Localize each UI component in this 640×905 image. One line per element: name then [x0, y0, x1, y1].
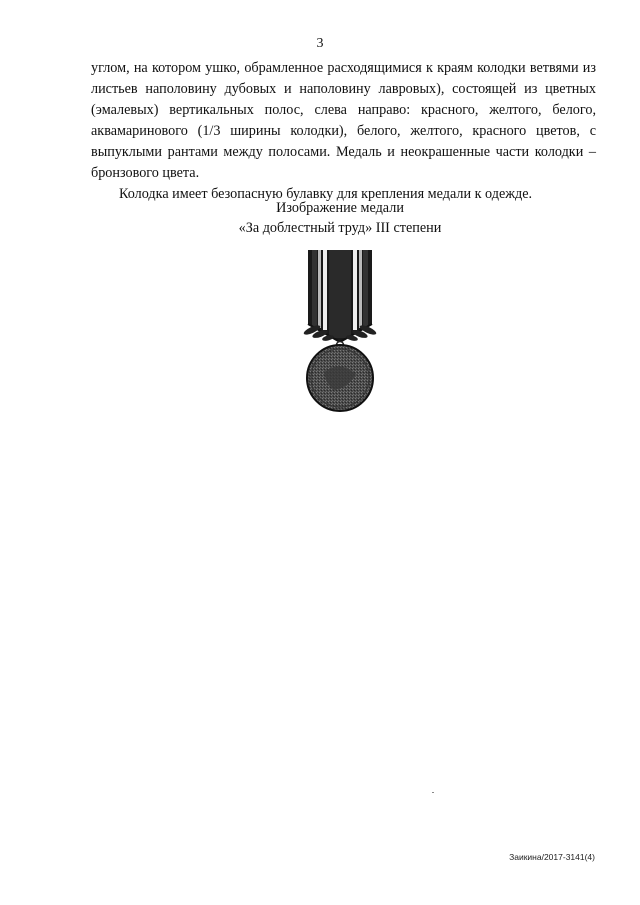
paragraph-pin: Колодка имеет безопасную булавку для крепления медали к одежде. — [119, 186, 533, 202]
paragraph-medal-description: углом, на котором ушко, обрамленное расходящимися к краям колодки ветвями из листьев наполовину дубовых и наполовину лавровых), состоящей из цветных (эмалевых) вертикальных полос, слева направо: красного, желтого, белого, аквамаринового (1/3 ширины колодки), белого, желтого, красного цветов, с выпуклыми рантами между полосами. Медаль и неокрашенные части колодки – бронзового цвета. — [91, 60, 596, 181]
caption-line-1: Изображение медали — [276, 200, 404, 216]
document-code: Заикина/2017-3141(4) — [509, 852, 595, 862]
image-caption — [0, 198, 640, 238]
page-number: 3 — [316, 36, 324, 51]
caption-line-2: «За доблестный труд» III степени — [238, 220, 442, 236]
medal-image — [298, 248, 382, 416]
body-text — [91, 58, 596, 205]
scan-speck — [432, 792, 434, 793]
medal-disc — [307, 345, 373, 411]
